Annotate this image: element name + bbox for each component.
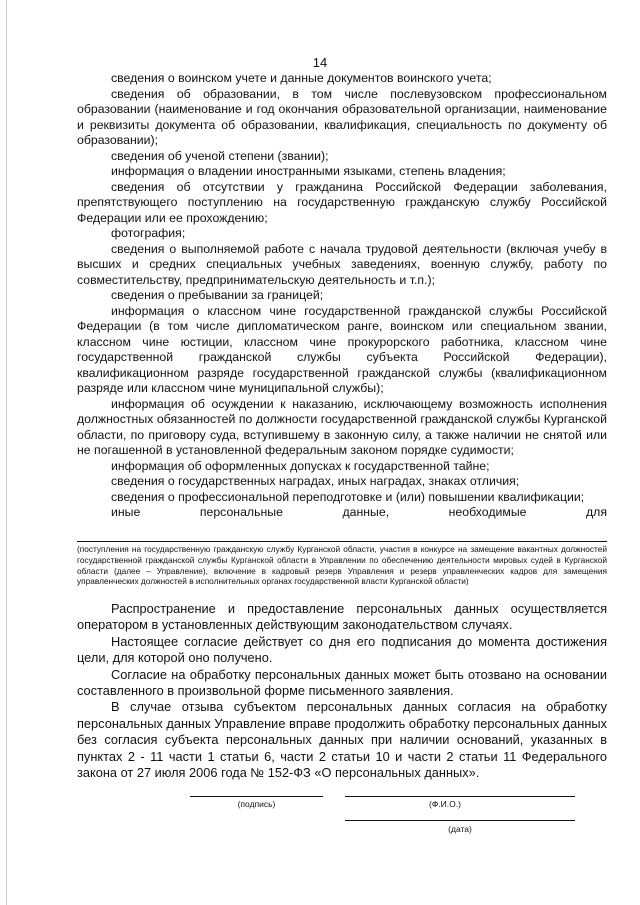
- footnote-divider: [77, 541, 607, 542]
- consent-data-list: [77, 71, 607, 521]
- paragraph: информация о владении иностранными языками, степень владения;: [111, 164, 506, 178]
- paragraph: Распространение и предоставление персональных данных осуществляется оператором в установленных действующим законодательством случаях.: [77, 601, 607, 633]
- paragraph: сведения о профессиональной переподготовке и (или) повышении квалификации;: [111, 489, 585, 504]
- paragraph: Настоящее согласие действует со дня его подписания до момента достижения цели, для которой оно получено.: [77, 633, 607, 666]
- date-label: (дата): [448, 824, 472, 834]
- paragraph: сведения о пребывании за границей;: [111, 288, 324, 302]
- footnote-purpose: (поступления на государственную гражданскую службу Курганской области, участия в конкурсе на замещение вакантных должностей государственной гражданской службы Курганской области в Управлении по обеспечению деятельности мировых судей в Курганской области (далее – Управление), включение в кадровый резерв Управления и резерв управленческих кадров для замещения управленческих должностей в исполнительных органах государственной власти Курганской области): [77, 544, 607, 587]
- name-label: (Ф.И.О.): [429, 799, 461, 809]
- paragraph: сведения о государственных наградах, иных наградах, знаках отличия;: [111, 474, 520, 488]
- page-number: 14: [312, 55, 328, 70]
- name-line: [345, 796, 575, 797]
- date-line: [345, 820, 575, 821]
- paragraph: сведения об ученой степени (звании);: [111, 148, 329, 163]
- closing-text: [77, 601, 607, 781]
- paragraph: сведения об отсутствии у гражданина Российской Федерации заболевания, препятствующего поступлению на государственную гражданскую службу Российской Федерации или ее прохождению;: [77, 179, 607, 225]
- signature-label: (подпись): [237, 799, 276, 809]
- paragraph: информация о классном чине государственной гражданской службы Российской Федерации (в том числе дипломатическом ранге, воинском или специальном звании, классном чине юстиции, классном чине прокурорского работника, классном чине государственной гражданской службы субъекта Российской Федерации), квалификационном разряде государственной гражданской службы (квалификационном разряде или классном чине муниципальной службы);: [77, 303, 607, 395]
- paragraph: информация об осуждении к наказанию, исключающему возможность исполнения должностных обязанностей по должности государственной гражданской службы Курганской области, по приговору суда, вступившему в законную силу, а также наличии не снятой или не погашенной в установленной федеральным законом порядке судимости;: [77, 396, 607, 457]
- paragraph: фотография;: [111, 226, 186, 240]
- paragraph: информация об оформленных допусках к государственной тайне;: [111, 458, 490, 473]
- scan-edge: [6, 0, 7, 905]
- paragraph: В случае отзыва субъектом персональных данных согласия на обработку персональных данных Управление вправе продолжить обработку персональных данных без согласия субъекта персональных данных при наличии оснований, указанных в пунктах 2 - 11 части 1 статьи 6, части 2 статьи 10 и части 2 статьи 11 Федерального закона от 27 июля 2006 года № 152-ФЗ «О персональных данных».: [77, 699, 607, 781]
- paragraph: сведения об образовании, в том числе послевузовском профессиональном образовании (наименование и год окончания образовательной организации, наименование и реквизиты документа об образовании, квалификация, специальность по документу об образовании);: [77, 86, 607, 147]
- paragraph: сведения о воинском учете и данные документов воинского учета;: [111, 71, 492, 85]
- paragraph: Согласие на обработку персональных данных может быть отозвано на основании составленного в произвольной форме письменного заявления.: [77, 666, 607, 699]
- paragraph: иные персональные данные, необходимые для: [111, 505, 607, 519]
- paragraph: сведения о выполняемой работе с начала трудовой деятельности (включая учебу в высших и средних специальных учебных заведениях, военную службу, работу по совместительству, предпринимательскую деятельность и т.п.);: [77, 241, 607, 287]
- signature-line: [190, 796, 323, 797]
